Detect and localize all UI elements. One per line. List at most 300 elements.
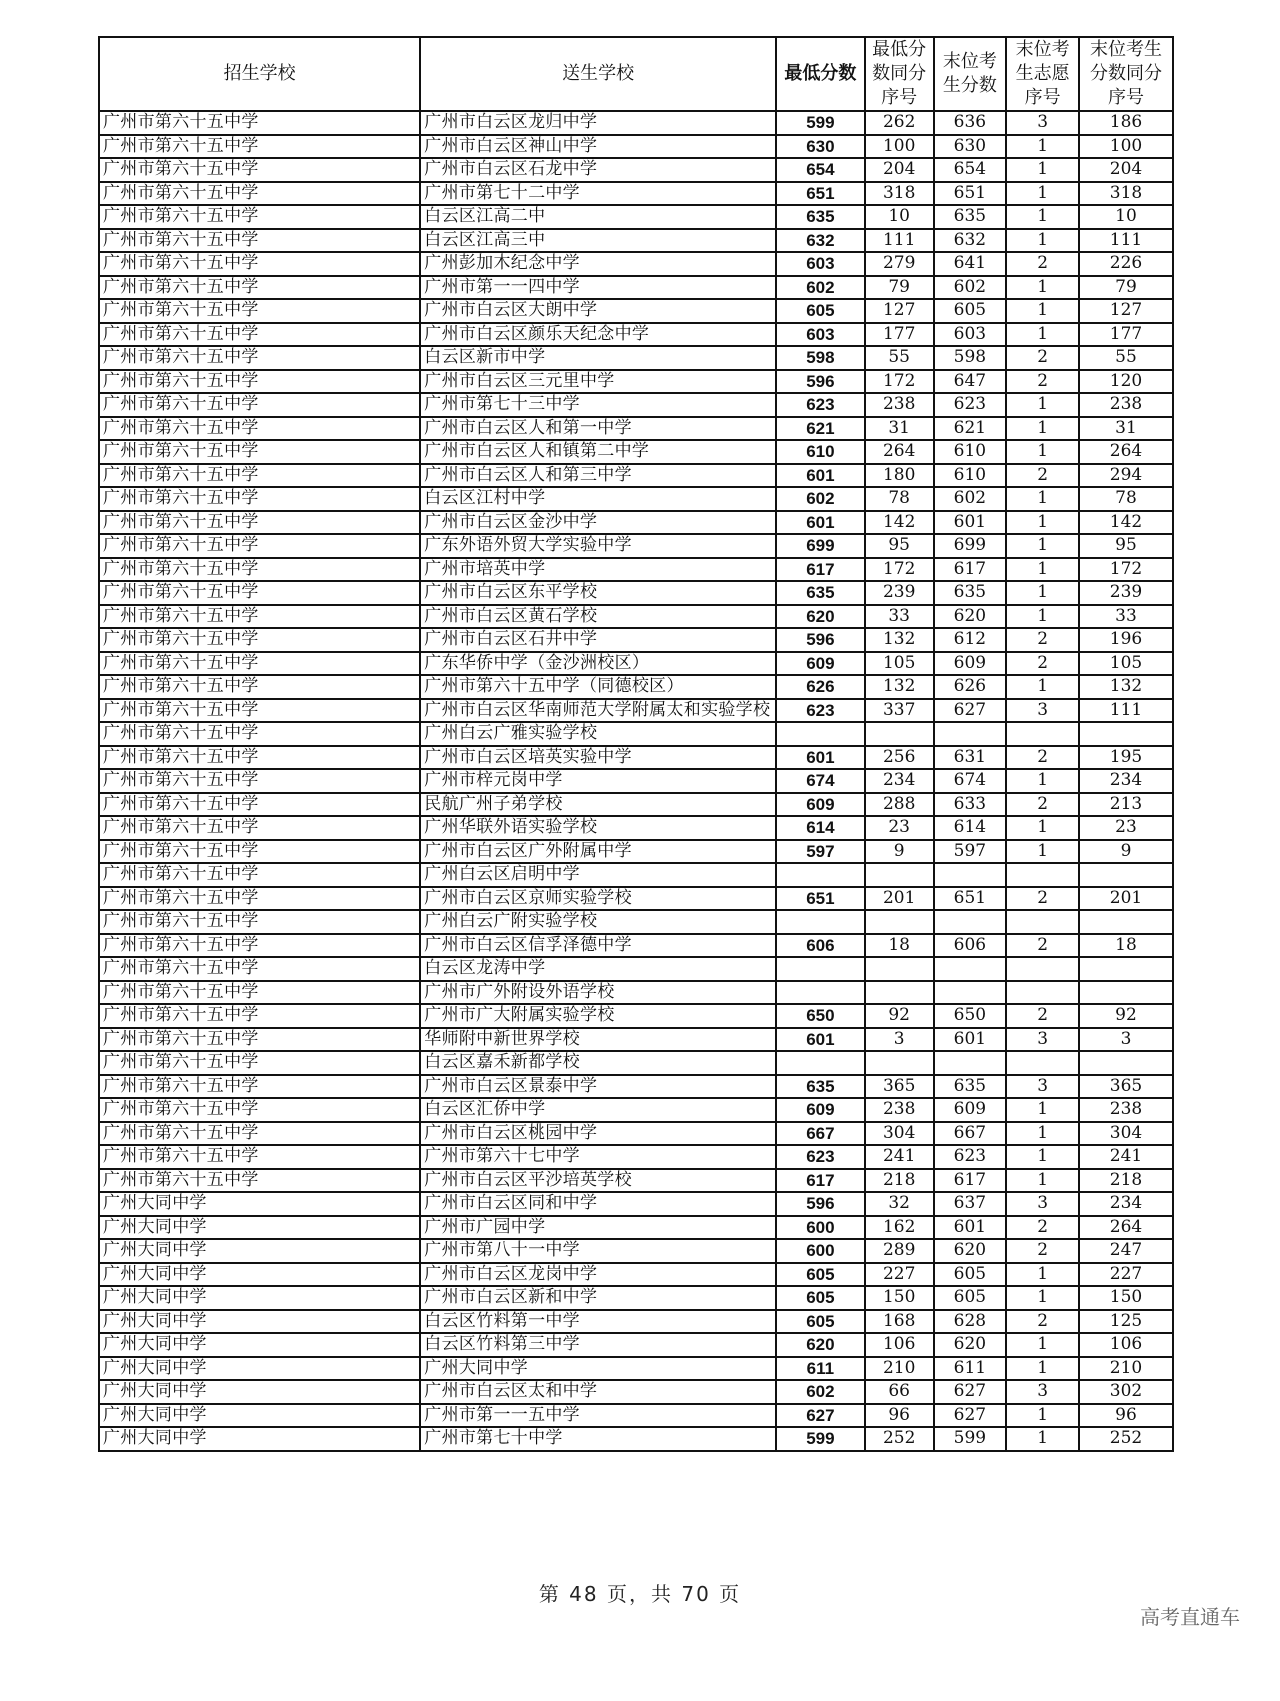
cell-last-score-rank: 172 — [1079, 558, 1173, 582]
cell-last-score: 617 — [934, 558, 1007, 582]
cell-last-score: 620 — [934, 605, 1007, 629]
cell-min-score-rank: 279 — [865, 252, 934, 276]
table-row — [99, 464, 1173, 488]
cell-last-choice-order: 1 — [1006, 158, 1079, 182]
table-row — [99, 511, 1173, 535]
cell-min-score: 606 — [776, 934, 865, 958]
cell-min-score-rank: 78 — [865, 487, 934, 511]
cell-last-score-rank: 218 — [1079, 1169, 1173, 1193]
cell-min-score — [776, 1051, 865, 1075]
table-row — [99, 299, 1173, 323]
cell-last-score: 623 — [934, 1145, 1007, 1169]
cell-admitting-school: 广州大同中学 — [99, 1380, 420, 1404]
cell-min-score-rank — [865, 910, 934, 934]
cell-last-score-rank: 239 — [1079, 581, 1173, 605]
table-row — [99, 1169, 1173, 1193]
cell-last-choice-order: 2 — [1006, 464, 1079, 488]
cell-min-score: 650 — [776, 1004, 865, 1028]
table-row — [99, 323, 1173, 347]
cell-last-choice-order: 1 — [1006, 1122, 1079, 1146]
cell-min-score: 627 — [776, 1404, 865, 1428]
cell-admitting-school: 广州大同中学 — [99, 1192, 420, 1216]
cell-last-score-rank — [1079, 863, 1173, 887]
cell-min-score: 602 — [776, 276, 865, 300]
table-row — [99, 558, 1173, 582]
cell-last-score: 610 — [934, 464, 1007, 488]
cell-last-score: 603 — [934, 323, 1007, 347]
cell-last-score: 637 — [934, 1192, 1007, 1216]
header-min-score-rank: 最低分数同分序号 — [865, 37, 934, 111]
cell-min-score: 635 — [776, 205, 865, 229]
cell-min-score: 601 — [776, 511, 865, 535]
cell-last-score: 631 — [934, 746, 1007, 770]
cell-min-score: 605 — [776, 1263, 865, 1287]
cell-last-score: 602 — [934, 276, 1007, 300]
cell-sending-school: 广州市第六十七中学 — [420, 1145, 776, 1169]
cell-last-choice-order: 3 — [1006, 1028, 1079, 1052]
cell-last-score-rank: 201 — [1079, 887, 1173, 911]
cell-admitting-school: 广州市第六十五中学 — [99, 840, 420, 864]
cell-last-score: 635 — [934, 205, 1007, 229]
cell-last-score: 605 — [934, 1286, 1007, 1310]
cell-last-score: 699 — [934, 534, 1007, 558]
cell-last-score-rank: 55 — [1079, 346, 1173, 370]
cell-last-score-rank: 92 — [1079, 1004, 1173, 1028]
cell-last-score: 609 — [934, 1098, 1007, 1122]
cell-min-score-rank: 288 — [865, 793, 934, 817]
table-row — [99, 1427, 1173, 1451]
cell-min-score-rank: 304 — [865, 1122, 934, 1146]
cell-last-choice-order: 1 — [1006, 1286, 1079, 1310]
cell-last-score-rank: 125 — [1079, 1310, 1173, 1334]
cell-sending-school: 白云区江高二中 — [420, 205, 776, 229]
table-row — [99, 229, 1173, 253]
cell-last-score: 601 — [934, 1216, 1007, 1240]
cell-last-score — [934, 1051, 1007, 1075]
cell-last-score: 609 — [934, 652, 1007, 676]
cell-admitting-school: 广州市第六十五中学 — [99, 346, 420, 370]
cell-last-choice-order: 2 — [1006, 628, 1079, 652]
cell-sending-school: 广州市广园中学 — [420, 1216, 776, 1240]
cell-admitting-school: 广州市第六十五中学 — [99, 205, 420, 229]
cell-last-choice-order: 1 — [1006, 605, 1079, 629]
cell-min-score-rank: 256 — [865, 746, 934, 770]
cell-last-score: 606 — [934, 934, 1007, 958]
cell-last-score: 627 — [934, 1380, 1007, 1404]
cell-admitting-school: 广州市第六十五中学 — [99, 1075, 420, 1099]
cell-sending-school: 华师附中新世界学校 — [420, 1028, 776, 1052]
cell-last-choice-order: 3 — [1006, 1075, 1079, 1099]
table-row — [99, 487, 1173, 511]
table-header-row — [99, 37, 1173, 111]
cell-min-score-rank: 337 — [865, 699, 934, 723]
cell-min-score-rank: 100 — [865, 135, 934, 159]
cell-admitting-school: 广州市第六十五中学 — [99, 934, 420, 958]
cell-sending-school: 广州市白云区人和第三中学 — [420, 464, 776, 488]
cell-last-score-rank: 120 — [1079, 370, 1173, 394]
table-row — [99, 534, 1173, 558]
table-row — [99, 1098, 1173, 1122]
cell-sending-school: 广州市白云区桃园中学 — [420, 1122, 776, 1146]
cell-min-score: 596 — [776, 370, 865, 394]
cell-last-score: 620 — [934, 1239, 1007, 1263]
cell-last-score: 633 — [934, 793, 1007, 817]
cell-admitting-school: 广州市第六十五中学 — [99, 957, 420, 981]
cell-min-score-rank: 10 — [865, 205, 934, 229]
cell-last-score-rank: 105 — [1079, 652, 1173, 676]
cell-min-score-rank: 239 — [865, 581, 934, 605]
cell-last-score-rank: 210 — [1079, 1357, 1173, 1381]
cell-last-choice-order: 1 — [1006, 769, 1079, 793]
cell-min-score-rank: 289 — [865, 1239, 934, 1263]
cell-last-choice-order: 2 — [1006, 346, 1079, 370]
cell-min-score-rank: 23 — [865, 816, 934, 840]
cell-min-score: 611 — [776, 1357, 865, 1381]
cell-admitting-school: 广州市第六十五中学 — [99, 1122, 420, 1146]
cell-min-score-rank: 252 — [865, 1427, 934, 1451]
table-row — [99, 1004, 1173, 1028]
cell-min-score: 602 — [776, 487, 865, 511]
cell-min-score — [776, 722, 865, 746]
cell-last-score: 674 — [934, 769, 1007, 793]
cell-last-score: 626 — [934, 675, 1007, 699]
table-row — [99, 722, 1173, 746]
cell-min-score: 597 — [776, 840, 865, 864]
cell-last-score-rank: 227 — [1079, 1263, 1173, 1287]
cell-sending-school: 广州市广大附属实验学校 — [420, 1004, 776, 1028]
cell-admitting-school: 广州市第六十五中学 — [99, 652, 420, 676]
table-row — [99, 276, 1173, 300]
cell-min-score: 626 — [776, 675, 865, 699]
cell-sending-school: 白云区竹料第一中学 — [420, 1310, 776, 1334]
cell-sending-school: 广州市白云区信孚泽德中学 — [420, 934, 776, 958]
cell-last-score-rank: 234 — [1079, 1192, 1173, 1216]
cell-min-score-rank: 79 — [865, 276, 934, 300]
table-row — [99, 605, 1173, 629]
cell-last-choice-order: 1 — [1006, 1357, 1079, 1381]
table-row — [99, 1075, 1173, 1099]
cell-sending-school: 广州市白云区人和镇第二中学 — [420, 440, 776, 464]
cell-min-score-rank: 132 — [865, 675, 934, 699]
cell-min-score-rank: 262 — [865, 111, 934, 135]
cell-last-score: 597 — [934, 840, 1007, 864]
cell-last-choice-order: 1 — [1006, 276, 1079, 300]
cell-sending-school: 广州彭加木纪念中学 — [420, 252, 776, 276]
cell-min-score-rank: 33 — [865, 605, 934, 629]
cell-last-choice-order: 1 — [1006, 511, 1079, 535]
table-row — [99, 581, 1173, 605]
cell-last-score-rank: 247 — [1079, 1239, 1173, 1263]
table-row — [99, 746, 1173, 770]
cell-admitting-school: 广州市第六十五中学 — [99, 1051, 420, 1075]
cell-min-score-rank: 318 — [865, 182, 934, 206]
watermark: 高考直通车 — [1140, 1605, 1240, 1629]
cell-sending-school: 广东外语外贸大学实验中学 — [420, 534, 776, 558]
cell-min-score: 599 — [776, 111, 865, 135]
cell-min-score: 599 — [776, 1427, 865, 1451]
cell-last-choice-order: 1 — [1006, 393, 1079, 417]
cell-last-choice-order: 1 — [1006, 299, 1079, 323]
cell-admitting-school: 广州市第六十五中学 — [99, 887, 420, 911]
table-row — [99, 910, 1173, 934]
table-row — [99, 135, 1173, 159]
cell-min-score-rank — [865, 957, 934, 981]
cell-sending-school: 广州市白云区同和中学 — [420, 1192, 776, 1216]
cell-min-score-rank: 127 — [865, 299, 934, 323]
cell-last-score-rank: 365 — [1079, 1075, 1173, 1099]
cell-sending-school: 广州市第一一五中学 — [420, 1404, 776, 1428]
cell-sending-school: 白云区新市中学 — [420, 346, 776, 370]
table-row — [99, 840, 1173, 864]
cell-min-score: 614 — [776, 816, 865, 840]
cell-sending-school: 广州大同中学 — [420, 1357, 776, 1381]
cell-min-score-rank: 3 — [865, 1028, 934, 1052]
cell-min-score: 623 — [776, 1145, 865, 1169]
cell-sending-school: 广州市第七十中学 — [420, 1427, 776, 1451]
cell-sending-school: 广州市第七十二中学 — [420, 182, 776, 206]
cell-last-score-rank: 204 — [1079, 158, 1173, 182]
cell-sending-school: 广州市广外附设外语学校 — [420, 981, 776, 1005]
cell-last-score-rank: 234 — [1079, 769, 1173, 793]
header-last-score-rank: 末位考生分数同分序号 — [1079, 37, 1173, 111]
cell-admitting-school: 广州大同中学 — [99, 1310, 420, 1334]
cell-last-choice-order: 3 — [1006, 111, 1079, 135]
cell-min-score-rank: 132 — [865, 628, 934, 652]
table-row — [99, 675, 1173, 699]
cell-min-score-rank: 92 — [865, 1004, 934, 1028]
cell-admitting-school: 广州市第六十五中学 — [99, 605, 420, 629]
cell-last-score-rank: 9 — [1079, 840, 1173, 864]
cell-last-score-rank: 226 — [1079, 252, 1173, 276]
cell-last-score-rank: 238 — [1079, 1098, 1173, 1122]
cell-last-choice-order: 1 — [1006, 816, 1079, 840]
cell-last-score: 610 — [934, 440, 1007, 464]
cell-sending-school: 广州市白云区金沙中学 — [420, 511, 776, 535]
table-row — [99, 652, 1173, 676]
cell-min-score-rank — [865, 863, 934, 887]
cell-min-score-rank: 264 — [865, 440, 934, 464]
cell-admitting-school: 广州市第六十五中学 — [99, 440, 420, 464]
cell-last-choice-order: 1 — [1006, 487, 1079, 511]
cell-sending-school: 广州市白云区大朗中学 — [420, 299, 776, 323]
cell-admitting-school: 广州市第六十五中学 — [99, 1004, 420, 1028]
cell-min-score: 651 — [776, 887, 865, 911]
cell-min-score: 620 — [776, 1333, 865, 1357]
cell-last-choice-order — [1006, 1051, 1079, 1075]
cell-last-score-rank: 264 — [1079, 440, 1173, 464]
cell-last-choice-order — [1006, 910, 1079, 934]
cell-admitting-school: 广州市第六十五中学 — [99, 1098, 420, 1122]
cell-min-score: 602 — [776, 1380, 865, 1404]
cell-sending-school: 广州市白云区京师实验学校 — [420, 887, 776, 911]
cell-admitting-school: 广州大同中学 — [99, 1263, 420, 1287]
cell-min-score: 699 — [776, 534, 865, 558]
cell-min-score-rank: 177 — [865, 323, 934, 347]
cell-min-score: 605 — [776, 1310, 865, 1334]
cell-last-choice-order: 1 — [1006, 1145, 1079, 1169]
cell-admitting-school: 广州市第六十五中学 — [99, 135, 420, 159]
cell-admitting-school: 广州市第六十五中学 — [99, 252, 420, 276]
table-row — [99, 346, 1173, 370]
cell-min-score: 603 — [776, 323, 865, 347]
header-admitting-school: 招生学校 — [99, 37, 420, 111]
cell-last-choice-order: 1 — [1006, 1263, 1079, 1287]
cell-min-score-rank — [865, 981, 934, 1005]
table-row — [99, 769, 1173, 793]
cell-admitting-school: 广州市第六十五中学 — [99, 816, 420, 840]
cell-sending-school: 广州白云广雅实验学校 — [420, 722, 776, 746]
cell-admitting-school: 广州市第六十五中学 — [99, 558, 420, 582]
cell-last-score-rank: 95 — [1079, 534, 1173, 558]
cell-admitting-school: 广州市第六十五中学 — [99, 299, 420, 323]
cell-min-score-rank: 106 — [865, 1333, 934, 1357]
cell-last-choice-order: 3 — [1006, 1192, 1079, 1216]
cell-last-choice-order: 1 — [1006, 323, 1079, 347]
cell-last-choice-order: 3 — [1006, 699, 1079, 723]
cell-min-score: 617 — [776, 1169, 865, 1193]
cell-last-choice-order: 1 — [1006, 135, 1079, 159]
cell-sending-school: 广州市白云区神山中学 — [420, 135, 776, 159]
cell-last-score: 632 — [934, 229, 1007, 253]
cell-min-score — [776, 957, 865, 981]
cell-admitting-school: 广州市第六十五中学 — [99, 323, 420, 347]
cell-min-score-rank: 150 — [865, 1286, 934, 1310]
table-row — [99, 158, 1173, 182]
cell-min-score: 635 — [776, 581, 865, 605]
table-row — [99, 1192, 1173, 1216]
cell-last-choice-order: 3 — [1006, 1380, 1079, 1404]
cell-min-score: 601 — [776, 1028, 865, 1052]
cell-last-score-rank — [1079, 722, 1173, 746]
cell-last-choice-order: 2 — [1006, 1239, 1079, 1263]
cell-sending-school: 广州市第七十三中学 — [420, 393, 776, 417]
cell-sending-school: 广州市白云区黄石学校 — [420, 605, 776, 629]
cell-min-score-rank: 180 — [865, 464, 934, 488]
cell-last-score: 617 — [934, 1169, 1007, 1193]
cell-admitting-school: 广州市第六十五中学 — [99, 1169, 420, 1193]
cell-admitting-school: 广州市第六十五中学 — [99, 1028, 420, 1052]
cell-min-score-rank: 234 — [865, 769, 934, 793]
table-row — [99, 1310, 1173, 1334]
cell-last-score: 667 — [934, 1122, 1007, 1146]
cell-min-score: 600 — [776, 1239, 865, 1263]
cell-last-choice-order: 1 — [1006, 558, 1079, 582]
cell-min-score: 635 — [776, 1075, 865, 1099]
cell-admitting-school: 广州市第六十五中学 — [99, 699, 420, 723]
cell-last-choice-order: 1 — [1006, 1404, 1079, 1428]
table-row — [99, 205, 1173, 229]
cell-last-choice-order: 1 — [1006, 675, 1079, 699]
cell-last-score-rank: 31 — [1079, 417, 1173, 441]
cell-min-score-rank: 172 — [865, 370, 934, 394]
table-row — [99, 863, 1173, 887]
cell-min-score-rank — [865, 722, 934, 746]
cell-sending-school: 广州市白云区培英实验中学 — [420, 746, 776, 770]
cell-sending-school: 白云区龙涛中学 — [420, 957, 776, 981]
cell-last-score — [934, 722, 1007, 746]
cell-last-score-rank: 196 — [1079, 628, 1173, 652]
document-page — [98, 36, 1174, 1452]
table-row — [99, 1263, 1173, 1287]
cell-last-score-rank: 111 — [1079, 229, 1173, 253]
page-number: 第 48 页，共 70 页 — [538, 1582, 742, 1606]
cell-admitting-school: 广州市第六十五中学 — [99, 158, 420, 182]
cell-last-choice-order — [1006, 863, 1079, 887]
cell-min-score: 600 — [776, 1216, 865, 1240]
cell-last-score-rank: 241 — [1079, 1145, 1173, 1169]
cell-last-score-rank: 127 — [1079, 299, 1173, 323]
cell-min-score-rank: 238 — [865, 1098, 934, 1122]
table-row — [99, 981, 1173, 1005]
cell-last-choice-order: 1 — [1006, 182, 1079, 206]
cell-sending-school: 广州华联外语实验学校 — [420, 816, 776, 840]
cell-admitting-school: 广州市第六十五中学 — [99, 417, 420, 441]
table-row — [99, 1286, 1173, 1310]
cell-min-score-rank: 142 — [865, 511, 934, 535]
cell-last-choice-order — [1006, 957, 1079, 981]
table-row — [99, 111, 1173, 135]
cell-admitting-school: 广州市第六十五中学 — [99, 722, 420, 746]
cell-sending-school: 广东华侨中学（金沙洲校区） — [420, 652, 776, 676]
cell-min-score: 632 — [776, 229, 865, 253]
cell-last-choice-order: 1 — [1006, 581, 1079, 605]
table-row — [99, 1357, 1173, 1381]
cell-min-score: 609 — [776, 793, 865, 817]
cell-last-score: 651 — [934, 887, 1007, 911]
cell-admitting-school: 广州市第六十五中学 — [99, 464, 420, 488]
cell-last-score-rank: 96 — [1079, 1404, 1173, 1428]
cell-last-score: 635 — [934, 581, 1007, 605]
table-row — [99, 1239, 1173, 1263]
cell-sending-school: 广州市第六十五中学（同德校区） — [420, 675, 776, 699]
cell-admitting-school: 广州大同中学 — [99, 1239, 420, 1263]
cell-last-score-rank: 304 — [1079, 1122, 1173, 1146]
cell-last-score: 627 — [934, 699, 1007, 723]
cell-min-score: 609 — [776, 652, 865, 676]
table-row — [99, 1145, 1173, 1169]
cell-admitting-school: 广州市第六十五中学 — [99, 793, 420, 817]
table-row — [99, 1216, 1173, 1240]
cell-last-score: 621 — [934, 417, 1007, 441]
cell-min-score-rank: 32 — [865, 1192, 934, 1216]
cell-sending-school: 广州市白云区石龙中学 — [420, 158, 776, 182]
cell-min-score: 610 — [776, 440, 865, 464]
cell-last-choice-order — [1006, 981, 1079, 1005]
cell-last-score: 602 — [934, 487, 1007, 511]
cell-admitting-school: 广州市第六十五中学 — [99, 487, 420, 511]
cell-min-score: 601 — [776, 464, 865, 488]
cell-sending-school: 白云区嘉禾新都学校 — [420, 1051, 776, 1075]
table-row — [99, 1333, 1173, 1357]
cell-sending-school: 白云区江高三中 — [420, 229, 776, 253]
cell-admitting-school: 广州大同中学 — [99, 1404, 420, 1428]
cell-min-score-rank: 204 — [865, 158, 934, 182]
cell-last-score: 611 — [934, 1357, 1007, 1381]
cell-sending-school: 广州市白云区广外附属中学 — [420, 840, 776, 864]
cell-min-score: 621 — [776, 417, 865, 441]
cell-last-choice-order: 2 — [1006, 252, 1079, 276]
cell-admitting-school: 广州市第六十五中学 — [99, 276, 420, 300]
cell-min-score: 601 — [776, 746, 865, 770]
cell-admitting-school: 广州大同中学 — [99, 1286, 420, 1310]
cell-admitting-school: 广州市第六十五中学 — [99, 229, 420, 253]
cell-min-score-rank: 66 — [865, 1380, 934, 1404]
cell-last-score-rank: 264 — [1079, 1216, 1173, 1240]
cell-sending-school: 广州市白云区东平学校 — [420, 581, 776, 605]
cell-last-score-rank: 10 — [1079, 205, 1173, 229]
cell-last-score — [934, 863, 1007, 887]
cell-last-choice-order: 1 — [1006, 1098, 1079, 1122]
